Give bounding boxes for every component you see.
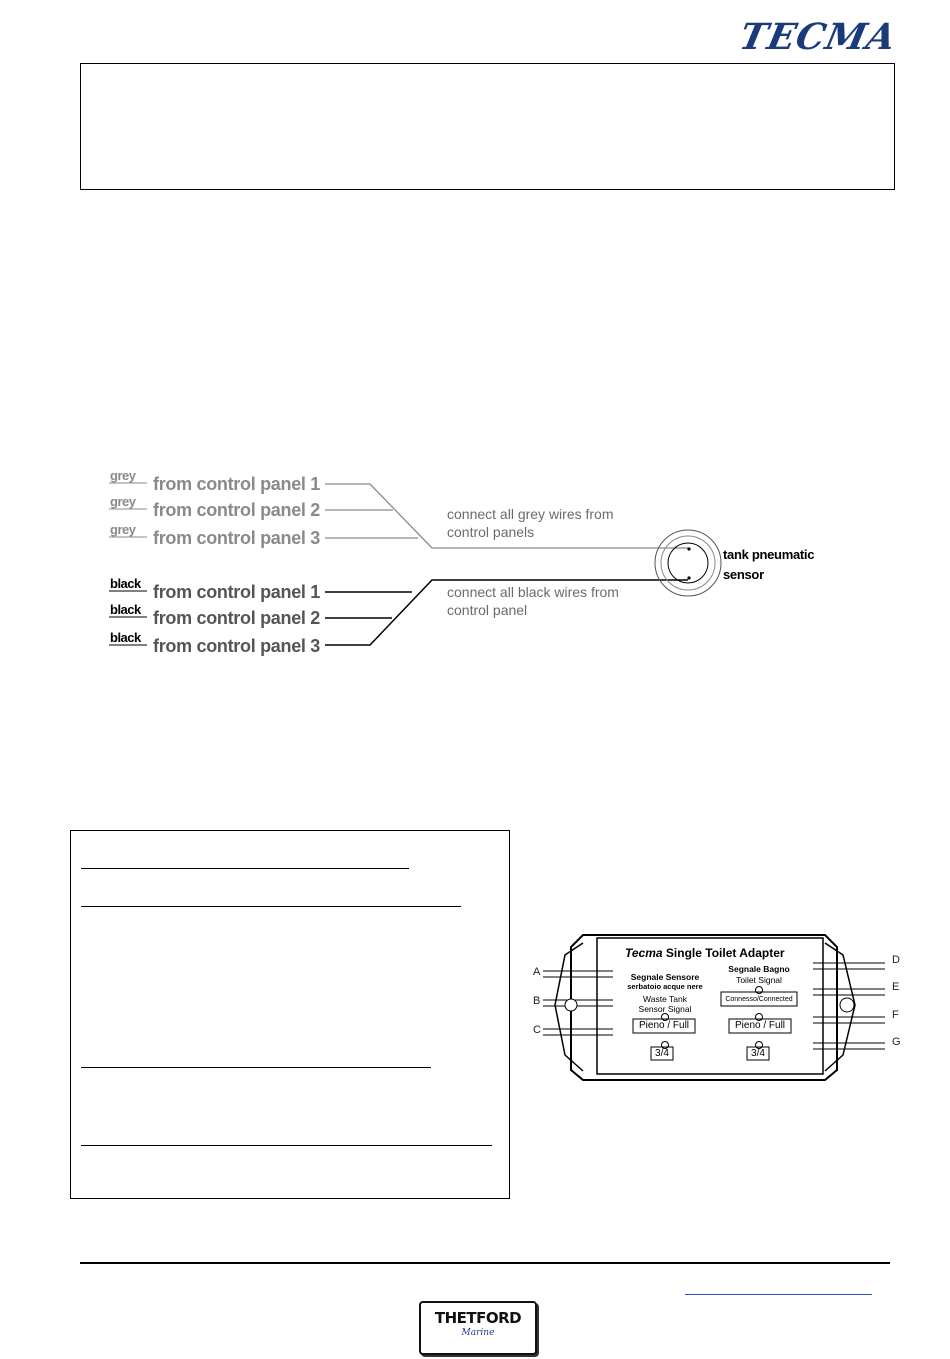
footer-link-underline[interactable] — [685, 1294, 872, 1295]
left-full-indicator: Pieno / Full — [638, 1020, 690, 1031]
pin-label-b: B — [533, 995, 541, 1007]
pin-label-c: C — [533, 1024, 541, 1036]
black-wire-label-2: from control panel 2 — [153, 608, 321, 628]
info-rule-2 — [81, 906, 461, 907]
footer-rule — [80, 1262, 890, 1264]
pin-label-f: F — [892, 1009, 899, 1021]
left-heading-en: Waste Tank — [643, 994, 687, 1004]
right-full-indicator: Pieno / Full — [734, 1020, 786, 1031]
left-level-indicator: 3/4 — [655, 1048, 669, 1059]
info-box — [70, 830, 510, 1199]
adapter-illustration — [525, 925, 925, 1090]
grey-wire-label-3: from control panel 3 — [153, 528, 321, 548]
info-rule-4 — [81, 1145, 492, 1146]
tecma-logo: TECMA — [735, 16, 901, 58]
thetford-logo — [419, 1301, 537, 1355]
right-level-indicator: 3/4 — [751, 1048, 765, 1059]
grey-tag-3: grey — [110, 522, 136, 537]
grey-tag-1: grey — [110, 468, 136, 483]
black-tag-2: black — [110, 602, 141, 617]
grey-wire-label-2: from control panel 2 — [153, 500, 321, 520]
adapter-title — [625, 946, 825, 960]
grey-wires-note: connect all grey wires from control panels — [447, 506, 614, 540]
thetford-name: THETFORD — [434, 1309, 522, 1327]
black-wires-note: connect all black wires from control panel — [447, 584, 619, 618]
info-rule-1 — [81, 868, 409, 869]
pin-label-a: A — [533, 966, 541, 978]
thetford-marine: Marine — [461, 1328, 495, 1338]
black-tag-3: black — [110, 630, 141, 645]
left-heading-en2: Sensor Signal — [638, 1004, 692, 1014]
grey-tag-2: grey — [110, 494, 136, 509]
left-heading-it: Segnale Sensore — [630, 972, 700, 982]
black-tag-1: black — [110, 576, 141, 591]
pin-label-d: D — [892, 954, 900, 966]
grey-wire-label-1: from control panel 1 — [153, 474, 321, 494]
info-rule-3 — [81, 1067, 431, 1068]
pin-label-g: G — [892, 1036, 901, 1048]
left-heading-it2: serbatoio acque nere — [627, 982, 703, 991]
black-wire-label-3: from control panel 3 — [153, 636, 321, 656]
black-connection-dot — [687, 576, 690, 579]
right-connected-indicator: Connesso/Connected — [725, 996, 793, 1003]
pin-label-e: E — [892, 981, 900, 993]
adapter-brand: Tecma — [625, 946, 663, 960]
tank-sensor-symbol — [655, 530, 721, 596]
black-wire-label-1: from control panel 1 — [153, 582, 321, 602]
right-heading-it: Segnale Bagno — [728, 964, 790, 974]
tank-sensor-label: tank pneumatic sensor — [723, 547, 815, 582]
right-heading-en: Toilet Signal — [736, 975, 782, 985]
grey-connection-dot — [687, 547, 690, 550]
adapter-title-text: Single Toilet Adapter — [665, 946, 785, 960]
